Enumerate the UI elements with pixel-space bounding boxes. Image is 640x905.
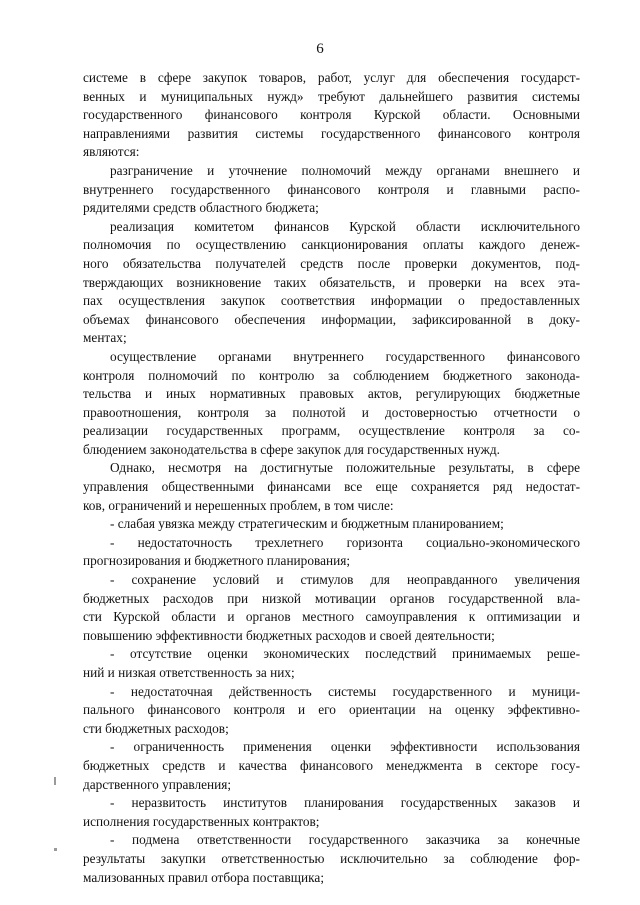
paragraph: [83, 571, 580, 645]
text-line: контроля полномочий по контролю за соблюдением бюджетного законода-: [83, 367, 580, 383]
text-line: реализации государственных программ, осуществление контроля за со-: [83, 423, 580, 439]
text-line: - недостаточная действенность системы государственного и муници-: [110, 683, 580, 699]
paragraph: [83, 162, 580, 218]
text-line: бюджетных расходов при низкой мотивации органов государственной вла-: [83, 590, 580, 606]
text-line: сти Курской области и органов местного самоуправления к оптимизации и: [83, 609, 580, 625]
text-line: правоотношения, контроля за полнотой и достоверностью отчетности о: [83, 404, 580, 420]
text-line: - слабая увязка между стратегическим и бюджетным планированием;: [110, 516, 504, 532]
text-line: Однако, несмотря на достигнутые положительные результаты, в сфере: [110, 460, 580, 476]
text-line: - недостаточность трехлетнего горизонта социально-экономического: [110, 534, 580, 550]
paragraph: [83, 218, 580, 348]
text-line: ментах;: [83, 330, 127, 346]
text-line: повышению эффективности бюджетных расходов и своей деятельности;: [83, 627, 495, 643]
text-line: тверждающих возникновение таких обязательств, и проверки на всех эта-: [83, 274, 580, 290]
text-line: - подмена ответственности государственного заказчика за конечные: [110, 832, 580, 848]
text-line: системе в сфере закупок товаров, работ, услуг для обеспечения государст-: [83, 70, 580, 85]
paragraph: [83, 348, 580, 460]
text-line: пах осуществления закупок соответствия информации о предоставленных: [83, 293, 580, 309]
text-line: полномочия по осуществлению санкционирования оплаты каждого денеж-: [83, 237, 580, 253]
text-line: реализация комитетом финансов Курской области исключительного: [110, 218, 580, 234]
text-line: бюджетных средств и качества финансового менеджмента в секторе госу-: [83, 757, 580, 773]
text-line: дарственного управления;: [83, 776, 232, 792]
scan-margin-mark: [54, 848, 57, 851]
text-line: исполнения государственных контрактов;: [83, 813, 320, 829]
text-line: рядителями средств областного бюджета;: [83, 200, 319, 216]
text-line: государственного финансового контроля Курской области. Основными: [83, 107, 580, 123]
text-line: - сохранение условий и стимулов для неоправданного увеличения: [110, 572, 580, 588]
paragraph: [83, 515, 580, 534]
body-text: [83, 69, 580, 887]
text-line: объемах финансового обеспечения информации, зафиксированной в доку-: [83, 311, 580, 327]
paragraph: [83, 683, 580, 739]
scan-margin-mark: [54, 777, 56, 785]
paragraph: [83, 69, 580, 162]
paragraph: [83, 645, 580, 682]
text-line: блюдением законодательства в сфере закупок для государственных нужд.: [83, 441, 500, 457]
text-line: ний и низкая ответственность за них;: [83, 665, 295, 680]
text-line: управления общественными финансами все еще сохраняется ряд недостат-: [83, 479, 580, 495]
paragraph: [83, 794, 580, 831]
text-line: - ограниченность применения оценки эффективности использования: [110, 739, 580, 755]
text-line: венных и муниципальных нужд» требуют дальнейшего развития системы: [83, 88, 580, 104]
text-line: - неразвитость институтов планирования государственных заказов и: [110, 795, 580, 811]
text-line: направлениями развития системы государственного финансового контроля: [83, 125, 580, 141]
text-line: мализованных правил отбора поставщика;: [83, 869, 325, 885]
paragraph: [83, 738, 580, 794]
text-line: результаты закупки ответственностью исключительно за соблюдение фор-: [83, 850, 580, 866]
page-number: 6: [316, 41, 324, 57]
text-line: - отсутствие оценки экономических последствий принимаемых реше-: [110, 646, 580, 662]
text-line: сти бюджетных расходов;: [83, 720, 229, 736]
text-line: тельства и иных нормативных правовых актов, регулирующих бюджетные: [83, 386, 580, 402]
paragraph: [83, 831, 580, 887]
text-line: внутреннего государственного финансового контроля и главными распо-: [83, 181, 580, 197]
text-line: пального финансового контроля и его ориентации на оценку эффективно-: [83, 702, 580, 718]
text-line: разграничение и уточнение полномочий между органами внешнего и: [110, 162, 580, 178]
text-line: являются:: [83, 144, 140, 160]
text-line: ков, ограничений и нерешенных проблем, в том числе:: [83, 497, 394, 513]
paragraph: [83, 534, 580, 571]
text-line: ного обязательства получателей средств после проверки документов, под-: [83, 255, 580, 271]
text-line: осуществление органами внутреннего государственного финансового: [110, 348, 580, 364]
text-line: прогнозирования и бюджетного планирования;: [83, 553, 351, 569]
paragraph: [83, 459, 580, 515]
